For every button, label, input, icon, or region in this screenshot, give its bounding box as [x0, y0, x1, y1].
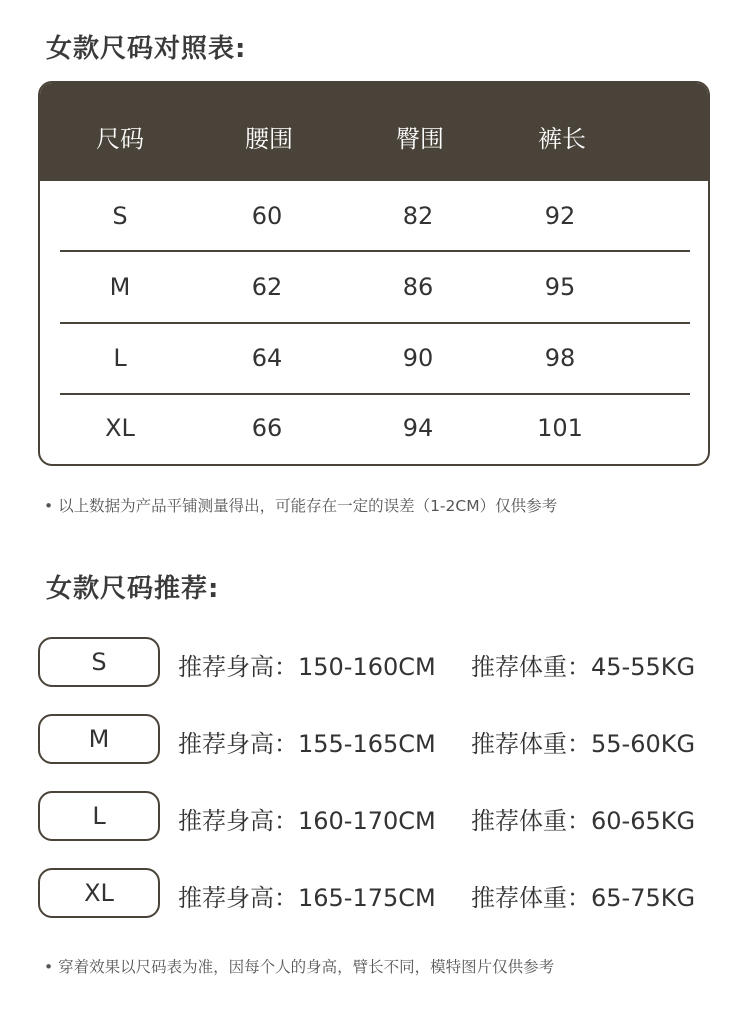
- recommended-height: 推荐身高：155-165CM: [178, 730, 436, 758]
- table-header: [40, 83, 708, 181]
- header-length: 裤长: [538, 125, 586, 153]
- cell-hip: 90: [402, 344, 434, 372]
- cell-waist: 62: [251, 273, 283, 301]
- recommended-weight: 推荐体重：60-65KG: [471, 807, 696, 835]
- size-badge: XL: [38, 868, 160, 918]
- cell-size: M: [109, 273, 131, 301]
- recommend-row: [0, 637, 750, 689]
- cell-length: 92: [544, 202, 576, 230]
- size-recommend-title: 女款尺码推荐:: [46, 574, 220, 604]
- table-row: [40, 393, 708, 464]
- cell-hip: 94: [402, 414, 434, 442]
- cell-size: S: [112, 202, 128, 230]
- cell-waist: 66: [251, 414, 283, 442]
- fit-note: • 穿着效果以尺码表为准，因每个人的身高，臂长不同，模特图片仅供参考: [44, 958, 555, 976]
- recommend-row: [0, 791, 750, 843]
- table-row: [40, 323, 708, 394]
- recommended-height: 推荐身高：165-175CM: [178, 884, 436, 912]
- size-badge: M: [38, 714, 160, 764]
- recommended-height: 推荐身高：160-170CM: [178, 807, 436, 835]
- size-badge: L: [38, 791, 160, 841]
- header-hip: 臀围: [396, 125, 444, 153]
- size-badge: S: [38, 637, 160, 687]
- measurement-note: • 以上数据为产品平铺测量得出，可能存在一定的误差（1-2CM）仅供参考: [44, 497, 558, 515]
- cell-hip: 82: [402, 202, 434, 230]
- recommended-weight: 推荐体重：55-60KG: [471, 730, 696, 758]
- recommended-weight: 推荐体重：45-55KG: [471, 653, 696, 681]
- recommended-weight: 推荐体重：65-75KG: [471, 884, 696, 912]
- cell-length: 101: [537, 414, 583, 442]
- header-size: 尺码: [96, 125, 144, 153]
- recommend-row: [0, 868, 750, 920]
- cell-length: 95: [544, 273, 576, 301]
- recommended-height: 推荐身高：150-160CM: [178, 653, 436, 681]
- cell-waist: 64: [251, 344, 283, 372]
- cell-size: XL: [105, 414, 135, 442]
- header-waist: 腰围: [245, 125, 293, 153]
- table-row: [40, 252, 708, 323]
- cell-size: L: [113, 344, 127, 372]
- cell-hip: 86: [402, 273, 434, 301]
- size-chart-title: 女款尺码对照表:: [46, 34, 247, 64]
- cell-length: 98: [544, 344, 576, 372]
- size-chart-table: [38, 81, 710, 466]
- recommend-row: [0, 714, 750, 766]
- table-row: [40, 181, 708, 252]
- cell-waist: 60: [251, 202, 283, 230]
